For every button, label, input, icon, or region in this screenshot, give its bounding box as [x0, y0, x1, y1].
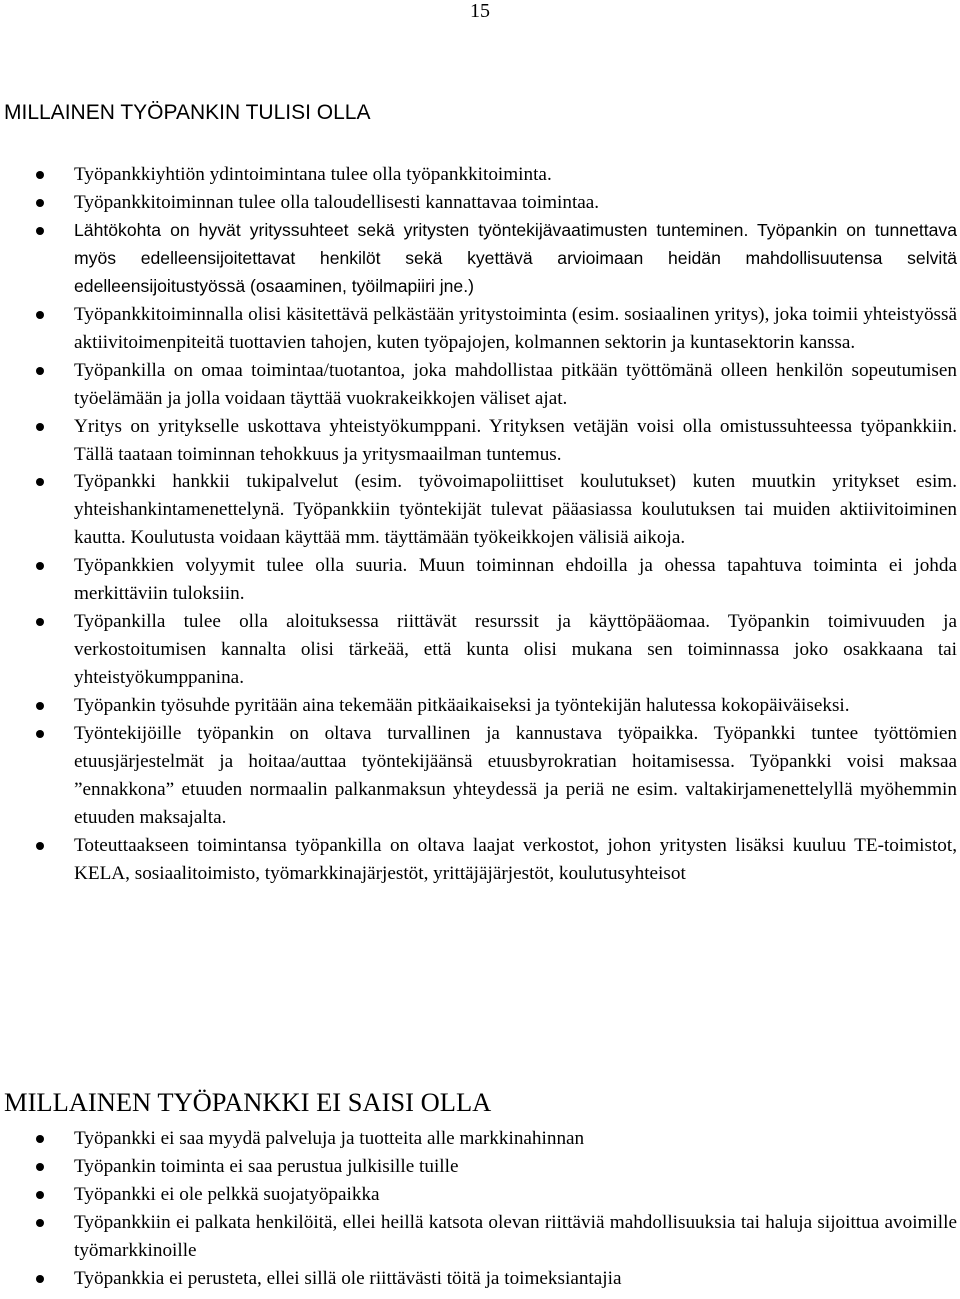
list-item: Työpankkitoiminnan tulee olla taloudellisesti kannattavaa toimintaa. — [0, 189, 960, 217]
bullet-icon — [36, 1163, 44, 1171]
bullet-icon — [36, 562, 44, 570]
list-item: Yritys on yritykselle uskottava yhteistyökumppani. Yrityksen vetäjän voisi olla omistussuhteessa työpankkiin. Tällä taataan toiminnan tehokkuus ja yritysmaailman tuntemus. — [0, 413, 960, 469]
list-item: Työntekijöille työpankin on oltava turvallinen ja kannustava työpaikka. Työpankki tuntee työttömien etuusjärjestelmät ja hoitaa/auttaa työntekijäänsä etuusbyrokratian hoitamisessa. Työpankki voisi maksaa ”ennakkona” etuuden normaalin palkanmaksun yhteydessä ja periä ne esim. valtakirjamenettelyllä myöhemmin etuuden maksajalta. — [0, 720, 960, 832]
list-item: Työpankin toiminta ei saa perustua julkisille tuille — [0, 1153, 960, 1181]
bullet-icon — [36, 1191, 44, 1199]
should-be-list — [0, 161, 960, 888]
list-item: Työpankilla tulee olla aloituksessa riittävät resurssit ja käyttöpääomaa. Työpankin toimivuuden ja verkostoitumisen kannalta olisi tärkeää, että kunta olisi mukana sen toiminnassa joko osakkaana tai yhteistyökumppanina. — [0, 608, 960, 692]
bullet-icon — [36, 1275, 44, 1283]
list-item: Työpankki ei saa myydä palveluja ja tuotteita alle markkinahinnan — [0, 1125, 960, 1153]
list-item: Toteuttaakseen toimintansa työpankilla on oltava laajat verkostot, johon yritysten lisäksi kuuluu TE-toimistot, KELA, sosiaalitoimisto, työmarkkinajärjestöt, yrittäjäjärjestöt, koulutusyhteisot — [0, 832, 960, 888]
list-item: Työpankkien volyymit tulee olla suuria. Muun toiminnan ehdoilla ja ohessa tapahtuva toiminta ei johda merkittäviin tuloksiin. — [0, 552, 960, 608]
should-not-be-list — [0, 1125, 960, 1293]
bullet-icon — [36, 171, 44, 179]
list-item: Työpankki hankkii tukipalvelut (esim. työvoimapoliittiset koulutukset) kuten muutkin yritykset esim. yhteishankintamenettelynä. Työpankkiin työntekijät tulevat pääasiassa koulutuksen tai muiden aktiivitoiminen kautta. Koulutusta voidaan käyttää mm. täyttämään työkeikkojen välisiä aikoja. — [0, 468, 960, 552]
list-item: Lähtökohta on hyvät yrityssuhteet sekä yritysten työntekijävaatimusten tunteminen. Työpankin on tunnettava myös edelleensijoitettavat henkilöt sekä kyettävä arvioimaan heidän mahdollisuutensa selvitä edelleensijoitustyössä (osaaminen, työilmapiiri jne.) — [0, 217, 960, 301]
page-number: 15 — [470, 0, 490, 22]
bullet-icon — [36, 842, 44, 850]
list-item: Työpankilla on omaa toimintaa/tuotantoa, joka mahdollistaa pitkään työttömänä olleen henkilön sopeutumisen työelämään ja jolla voidaan täyttää vuokrakeikkojen väliset ajat. — [0, 357, 960, 413]
bullet-icon — [36, 311, 44, 319]
list-item: Työpankkiyhtiön ydintoimintana tulee olla työpankkitoiminta. — [0, 161, 960, 189]
section-heading-should-not-be: MILLAINEN TYÖPANKKI EI SAISI OLLA — [4, 1087, 492, 1117]
bullet-icon — [36, 423, 44, 431]
bullet-icon — [36, 227, 44, 235]
bullet-icon — [36, 1135, 44, 1143]
bullet-icon — [36, 702, 44, 710]
list-item: Työpankki ei ole pelkkä suojatyöpaikka — [0, 1181, 960, 1209]
bullet-icon — [36, 199, 44, 207]
list-item: Työpankin työsuhde pyritään aina tekemään pitkäaikaiseksi ja työntekijän halutessa kokopäiväiseksi. — [0, 692, 960, 720]
bullet-icon — [36, 478, 44, 486]
bullet-icon — [36, 367, 44, 375]
bullet-icon — [36, 1219, 44, 1227]
bullet-icon — [36, 618, 44, 626]
list-item: Työpankkitoiminnalla olisi käsitettävä pelkästään yritystoiminta (esim. sosiaalinen yritys), joka toimii yhteistyössä aktiivitoimenpiteitä tuottavien tahojen, kuten työpajojen, kolmannen sektorin ja kuntasektorin kanssa. — [0, 301, 960, 357]
section-heading-should-be: MILLAINEN TYÖPANKIN TULISI OLLA — [4, 101, 371, 124]
list-item: Työpankkia ei perusteta, ellei sillä ole riittävästi töitä ja toimeksiantajia — [0, 1265, 960, 1293]
bullet-icon — [36, 730, 44, 738]
list-item: Työpankkiin ei palkata henkilöitä, ellei heillä katsota olevan riittäviä mahdollisuuksia tai haluja sijoittua avoimille työmarkkinoille — [0, 1209, 960, 1265]
